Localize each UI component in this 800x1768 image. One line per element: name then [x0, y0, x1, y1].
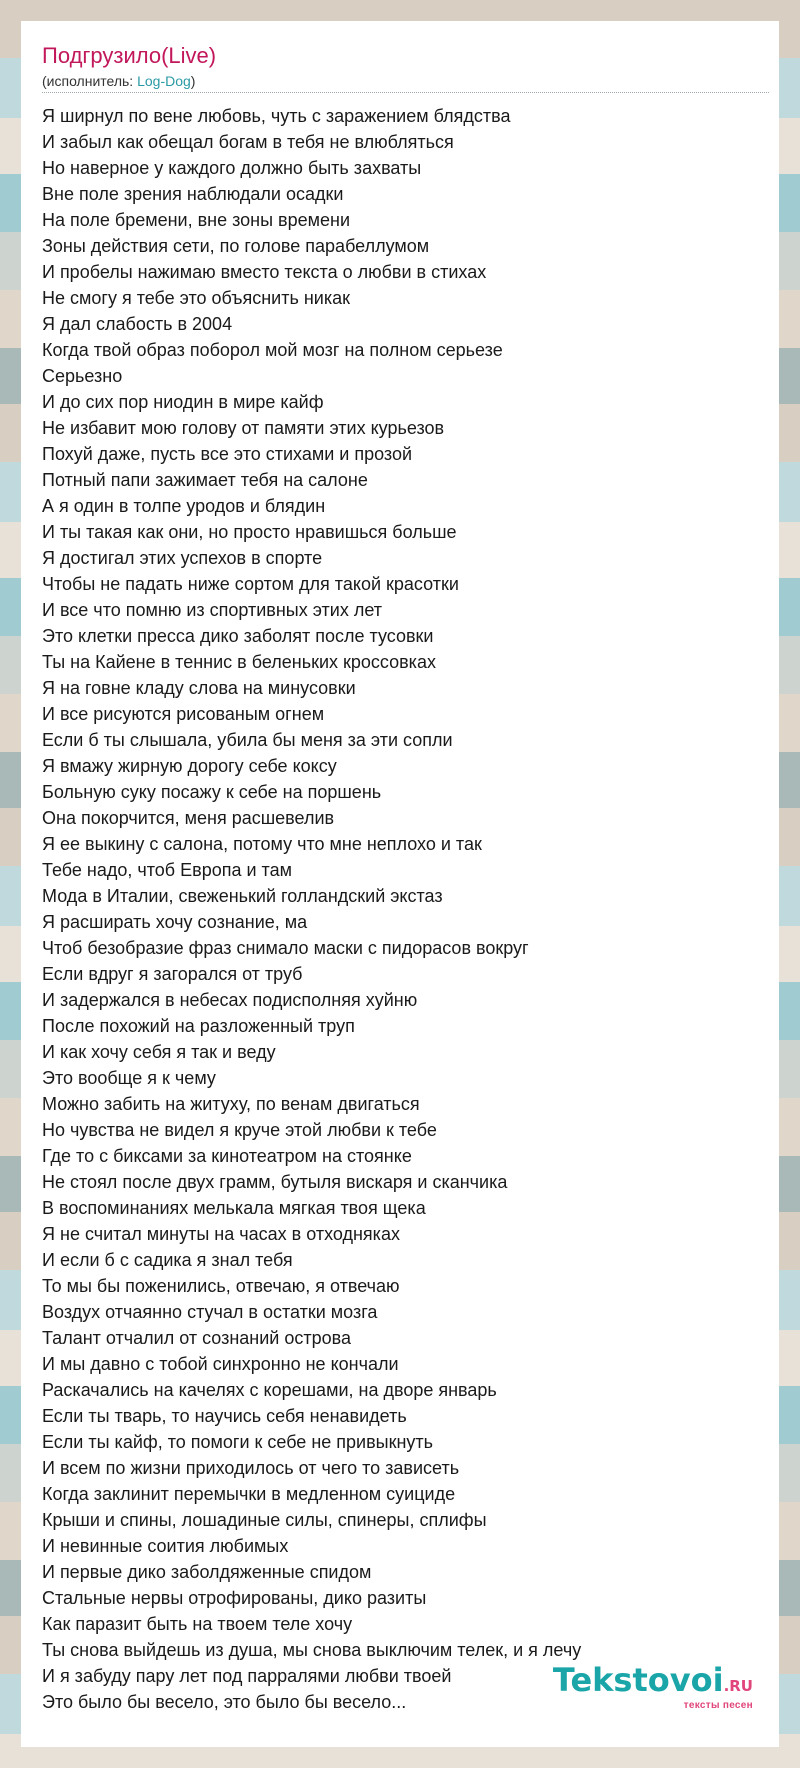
- lyric-line: Если ты тварь, то научись себя ненавидеть: [42, 1406, 407, 1426]
- lyric-line: И пробелы нажимаю вместо текста о любви в стихах: [42, 262, 487, 282]
- lyric-line: И если б с садика я знал тебя: [42, 1250, 293, 1270]
- lyric-line: Ты снова выйдешь из душа, мы снова выключим телек, и я лечу: [42, 1640, 582, 1660]
- logo-main-text: Tekstovoi: [552, 1661, 724, 1699]
- performer-line: [42, 73, 195, 89]
- lyric-line: Чтоб безобразие фраз снимало маски с пидорасов вокруг: [42, 938, 529, 958]
- lyric-line: Я расширать хочу сознание, ма: [42, 912, 308, 932]
- lyric-line: Не стоял после двух грамм, бутыля вискаря и сканчика: [42, 1172, 508, 1192]
- lyric-line: Это вообще я к чему: [42, 1068, 216, 1088]
- logo-tagline: тексты песен: [683, 1700, 753, 1711]
- lyric-line: Я достигал этих успехов в спорте: [42, 548, 323, 568]
- lyric-line: И я забуду пару лет под парралями любви твоей: [42, 1666, 452, 1686]
- lyric-line: Серьезно: [42, 366, 123, 386]
- lyric-line: Талант отчалил от сознаний острова: [42, 1328, 351, 1348]
- artist-link[interactable]: Log-Dog: [137, 73, 191, 89]
- lyric-line: Больную суку посажу к себе на поршень: [42, 782, 382, 802]
- site-logo[interactable]: [552, 1661, 753, 1711]
- lyric-line: Если вдруг я загорался от труб: [42, 964, 303, 984]
- lyric-line: И как хочу себя я так и веду: [42, 1042, 276, 1062]
- lyric-line: В воспоминаниях мелькала мягкая твоя щека: [42, 1198, 426, 1218]
- lyric-line: И всем по жизни приходилось от чего то зависеть: [42, 1458, 460, 1478]
- lyric-line: Если б ты слышала, убила бы меня за эти сопли: [42, 730, 453, 750]
- lyric-line: Не смогу я тебе это объяснить никак: [42, 288, 351, 308]
- lyric-line: Я ее выкину с салона, потому что мне неплохо и так: [42, 834, 482, 854]
- lyric-line: А я один в толпе уродов и блядин: [42, 496, 326, 516]
- lyric-line: Чтобы не падать ниже сортом для такой красотки: [42, 574, 459, 594]
- lyric-line: Если ты кайф, то помоги к себе не привыкнуть: [42, 1432, 434, 1452]
- lyric-line: И все что помню из спортивных этих лет: [42, 600, 382, 620]
- lyric-line: И мы давно с тобой синхронно не кончали: [42, 1354, 399, 1374]
- lyric-line: Потный папи зажимает тебя на салоне: [42, 470, 368, 490]
- lyric-line: Тебе надо, чтоб Европа и там: [42, 860, 292, 880]
- performer-suffix: ): [190, 73, 196, 89]
- lyric-line: Зоны действия сети, по голове парабеллумом: [42, 236, 430, 256]
- lyric-line: Как паразит быть на твоем теле хочу: [42, 1614, 353, 1634]
- lyric-line: Это клетки пресса дико заболят после тусовки: [42, 626, 434, 646]
- lyric-line: Где то с биксами за кинотеатром на стоянке: [42, 1146, 412, 1166]
- lyric-line: Я ширнул по вене любовь, чуть с заражением блядства: [42, 106, 511, 126]
- lyric-line: Можно забить на житуху, по венам двигаться: [42, 1094, 420, 1114]
- lyric-line: И до сих пор ниодин в мире кайф: [42, 392, 324, 412]
- lyric-line: И невинные соития любимых: [42, 1536, 289, 1556]
- lyrics-card: [21, 21, 779, 1747]
- performer-prefix: (исполнитель:: [42, 73, 138, 89]
- lyrics-list: [42, 103, 581, 1715]
- lyric-line: Стальные нервы отрофированы, дико разиты: [42, 1588, 427, 1608]
- divider: [42, 92, 769, 93]
- lyric-line: И задержался в небесах подисполняя хуйню: [42, 990, 418, 1010]
- lyric-line: И первые дико заболдяженные спидом: [42, 1562, 372, 1582]
- lyric-line: После похожий на разложенный труп: [42, 1016, 355, 1036]
- lyric-line: На поле бремени, вне зоны времени: [42, 210, 351, 230]
- lyric-line: Вне поле зрения наблюдали осадки: [42, 184, 344, 204]
- lyric-line: Воздух отчаянно стучал в остатки мозга: [42, 1302, 378, 1322]
- lyric-line: Но наверное у каждого должно быть захваты: [42, 158, 422, 178]
- lyric-line: Раскачались на качелях с корешами, на дворе январь: [42, 1380, 497, 1400]
- lyric-line: И все рисуются рисованым огнем: [42, 704, 325, 724]
- lyric-line: Я не считал минуты на часах в отходняках: [42, 1224, 400, 1244]
- lyric-line: Это было бы весело, это было бы весело...: [42, 1692, 407, 1712]
- song-title: Подгрузило(Live): [42, 43, 217, 68]
- logo-tld: .RU: [723, 1677, 753, 1695]
- lyric-line: Не избавит мою голову от памяти этих курьезов: [42, 418, 445, 438]
- lyric-line: Мода в Италии, свеженький голландский экстаз: [42, 886, 443, 906]
- lyric-line: Похуй даже, пусть все это стихами и прозой: [42, 444, 413, 464]
- lyric-line: Но чувства не видел я круче этой любви к тебе: [42, 1120, 437, 1140]
- lyric-line: Крыши и спины, лошадиные силы, спинеры, сплифы: [42, 1510, 487, 1530]
- lyric-line: Я на говне кладу слова на минусовки: [42, 678, 356, 698]
- lyric-line: То мы бы поженились, отвечаю, я отвечаю: [42, 1276, 400, 1296]
- lyric-line: И забыл как обещал богам в тебя не влюбляться: [42, 132, 454, 152]
- lyric-line: Я дал слабость в 2004: [42, 314, 233, 334]
- lyric-line: Я вмажу жирную дорогу себе коксу: [42, 756, 337, 776]
- lyric-line: И ты такая как они, но просто нравишься больше: [42, 522, 457, 542]
- lyric-line: Ты на Кайене в теннис в беленьких кроссовках: [42, 652, 436, 672]
- lyric-line: Когда твой образ поборол мой мозг на полном серьезе: [42, 340, 503, 360]
- lyric-line: Когда заклинит перемычки в медленном суициде: [42, 1484, 456, 1504]
- lyric-line: Она покорчится, меня расшевелив: [42, 808, 335, 828]
- logo-wordmark: [552, 1661, 753, 1702]
